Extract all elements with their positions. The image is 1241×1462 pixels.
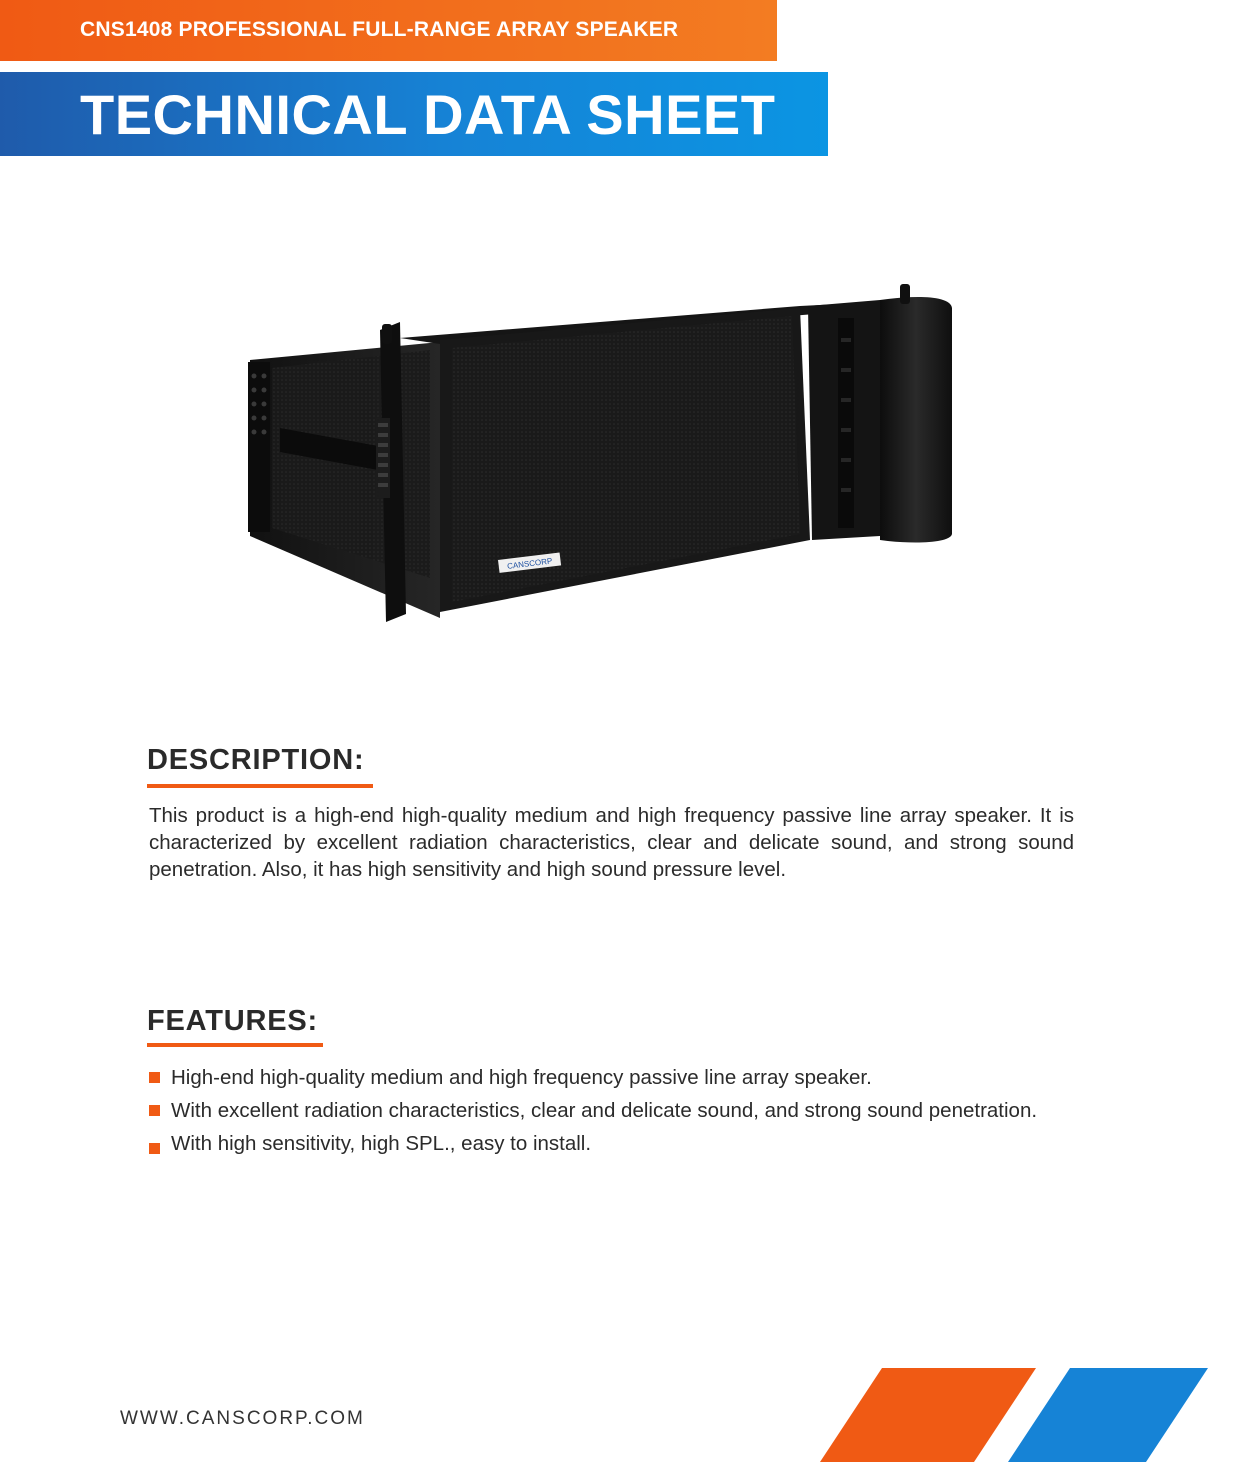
square-bullet-icon xyxy=(149,1072,160,1083)
footer-stripes-decoration xyxy=(820,1368,1220,1462)
square-bullet-icon xyxy=(149,1143,160,1154)
features-list xyxy=(147,1064,1077,1163)
website-link[interactable]: WWW.CANSCORP.COM xyxy=(120,1408,365,1429)
product-line-banner xyxy=(0,0,777,61)
document-title: TECHNICAL DATA SHEET xyxy=(80,83,776,146)
features-underline xyxy=(147,1043,323,1047)
square-bullet-icon xyxy=(149,1105,160,1116)
description-body: This product is a high-end high-quality medium and high frequency passive line array speaker. It is characterized by excellent radiation characteristics, clear and delicate sound, and strong sound penetration. Also, it has high sensitivity and high sound pressure level. xyxy=(149,804,1074,881)
logo-badge-text: CANSCORP xyxy=(506,556,553,571)
feature-text: With high sensitivity, high SPL., easy to install. xyxy=(171,1132,592,1155)
speaker-product-image xyxy=(240,278,960,628)
description-underline xyxy=(147,784,373,788)
product-line-title: CNS1408 PROFESSIONAL FULL-RANGE ARRAY SPEAKER xyxy=(80,18,679,41)
title-banner xyxy=(0,72,828,156)
description-heading: DESCRIPTION: xyxy=(147,744,365,776)
feature-text: With excellent radiation characteristics, clear and delicate sound, and strong sound penetration. xyxy=(171,1099,1038,1122)
list-item xyxy=(147,1130,1077,1157)
features-heading: FEATURES: xyxy=(147,1005,318,1037)
list-item xyxy=(147,1064,1077,1091)
feature-text: High-end high-quality medium and high frequency passive line array speaker. xyxy=(171,1066,872,1089)
list-item xyxy=(147,1097,1077,1124)
